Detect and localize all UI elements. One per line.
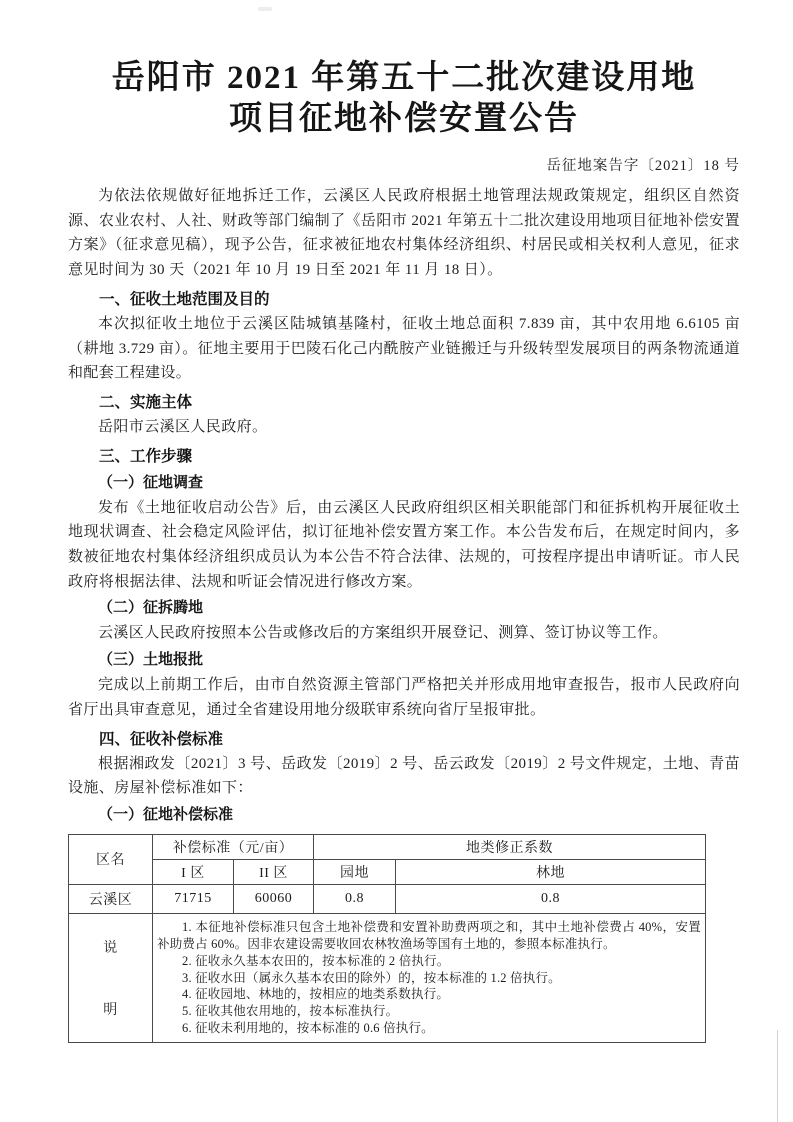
subsection-heading-3-2: （二）征拆腾地: [98, 600, 204, 617]
table-row: [69, 884, 706, 913]
scan-artifact: [258, 7, 272, 11]
header-coefficient-group: 地类修正系数: [314, 834, 706, 859]
table-notes-row: [69, 913, 706, 1042]
cell-zone2-value: 60060: [234, 884, 314, 913]
section-heading-4: 四、征收补偿标准: [99, 730, 224, 748]
header-garden: 园地: [314, 859, 396, 884]
subsection-heading-3-3: （三）土地报批: [98, 652, 204, 669]
page-title: [68, 58, 740, 140]
note-item-6: 6. 征收未利用地的，按本标准的 0.6 倍执行。: [182, 1020, 434, 1035]
subsection-3-3-paragraph: 完成以上前期工作后，由市自然资源主管部门严格把关并形成用地审查报告，报市人民政府向省厅出具审查意见，通过全省建设用地分级联审系统向省厅呈报审批。: [68, 677, 740, 718]
note-item-4: 4. 征收园地、林地的，按相应的地类系数执行。: [182, 987, 450, 1002]
note-item-3: 3. 征收水田（属永久基本农田的除外）的，按本标准的 1.2 倍执行。: [182, 970, 561, 985]
notes-label-top: 说: [103, 940, 118, 956]
section-heading-2: 二、实施主体: [99, 393, 193, 411]
table-header-row-2: [69, 859, 706, 884]
note-item-5: 5. 征收其他农用地的，按本标准执行。: [182, 1004, 399, 1019]
note-item-1: 1. 本征地补偿标准只包含土地补偿费和安置补助费两项之和，其中土地补偿费占 40%，安置补助费占 60%。因非农建设需要收回农林牧渔场等国有土地的，参照本标准执行。: [157, 920, 702, 951]
cell-forest-coefficient: 0.8: [396, 884, 706, 913]
subsection-heading-3-1: （一）征地调查: [98, 474, 204, 491]
intro-paragraph: 为依法依规做好征地拆迁工作，云溪区人民政府根据土地管理法规政策规定，组织区自然资源、农业农村、人社、财政等部门编制了《岳阳市 2021 年第五十二批次建设用地项目征地补偿安置方案》（征求意见稿），现予公告，征求被征地农村集体经济组织、村居民或相关权利人意见，征求意见时间为 30 天（2021 年 10 月 19 日至 2021 年 11 月 18 日）。: [68, 188, 740, 279]
page-title-line1: 岳阳市 2021 年第五十二批次建设用地: [111, 60, 697, 96]
table-header-row-1: [69, 834, 706, 859]
section-4-paragraph: 根据湘政发〔2021〕3 号、岳政发〔2019〕2 号、岳云政发〔2019〕2 号文件规定，土地、青苗设施、房屋补偿标准如下：: [68, 755, 740, 797]
document-number: 岳征地案告字〔2021〕18 号: [546, 158, 740, 174]
subsection-3-2-paragraph: 云溪区人民政府按照本公告或修改后的方案组织开展登记、测算、签订协议等工作。: [98, 625, 668, 642]
cell-zone1-value: 71715: [153, 884, 234, 913]
notes-label-cell: [69, 913, 153, 1042]
page-title-line2: 项目征地补偿安置公告: [229, 101, 579, 137]
cell-district: 云溪区: [69, 884, 153, 913]
subsection-3-1-paragraph: 发布《土地征收启动公告》后，由云溪区人民政府组织区相关职能部门和征拆机构开展征收土地现状调查、社会稳定风险评估，拟订征地补偿安置方案工作。本公告发布后，在规定时间内，多数被征地农村集体经济组织成员认为本公告不符合法律、法规的，可按程序提出申请听证。市人民政府将根据法律、法规和听证会情况进行修改方案。: [68, 499, 740, 590]
subsection-heading-4-1: （一）征地补偿标准: [98, 806, 234, 823]
section-1-paragraph: 本次拟征收土地位于云溪区陆城镇基隆村，征收土地总面积 7.839 亩，其中农用地 6.6105 亩（耕地 3.729 亩）。征地主要用于巴陵石化己内酰胺产业链搬迁与升级转型发展项目的两条物流通道和配套工程建设。: [68, 315, 740, 382]
header-forest: 林地: [396, 859, 706, 884]
table-notes-cell: [153, 913, 706, 1042]
notes-label-bottom: 明: [103, 1002, 118, 1018]
section-heading-3: 三、工作步骤: [99, 447, 193, 465]
header-compensation-group: 补偿标准（元/亩）: [153, 834, 314, 859]
cell-garden-coefficient: 0.8: [314, 884, 396, 913]
header-district: 区名: [69, 834, 153, 884]
note-item-2: 2. 征收永久基本农田的，按本标准的 2 倍执行。: [182, 953, 450, 968]
document-content: [68, 58, 740, 1043]
section-heading-1: 一、征收土地范围及目的: [99, 290, 270, 308]
header-zone1: I 区: [153, 859, 234, 884]
scan-artifact: [777, 1030, 778, 1122]
header-zone2: II 区: [234, 859, 314, 884]
section-2-paragraph: 岳阳市云溪区人民政府。: [98, 418, 268, 435]
compensation-standard-table: [68, 834, 706, 1043]
notes-label: [73, 916, 148, 1040]
